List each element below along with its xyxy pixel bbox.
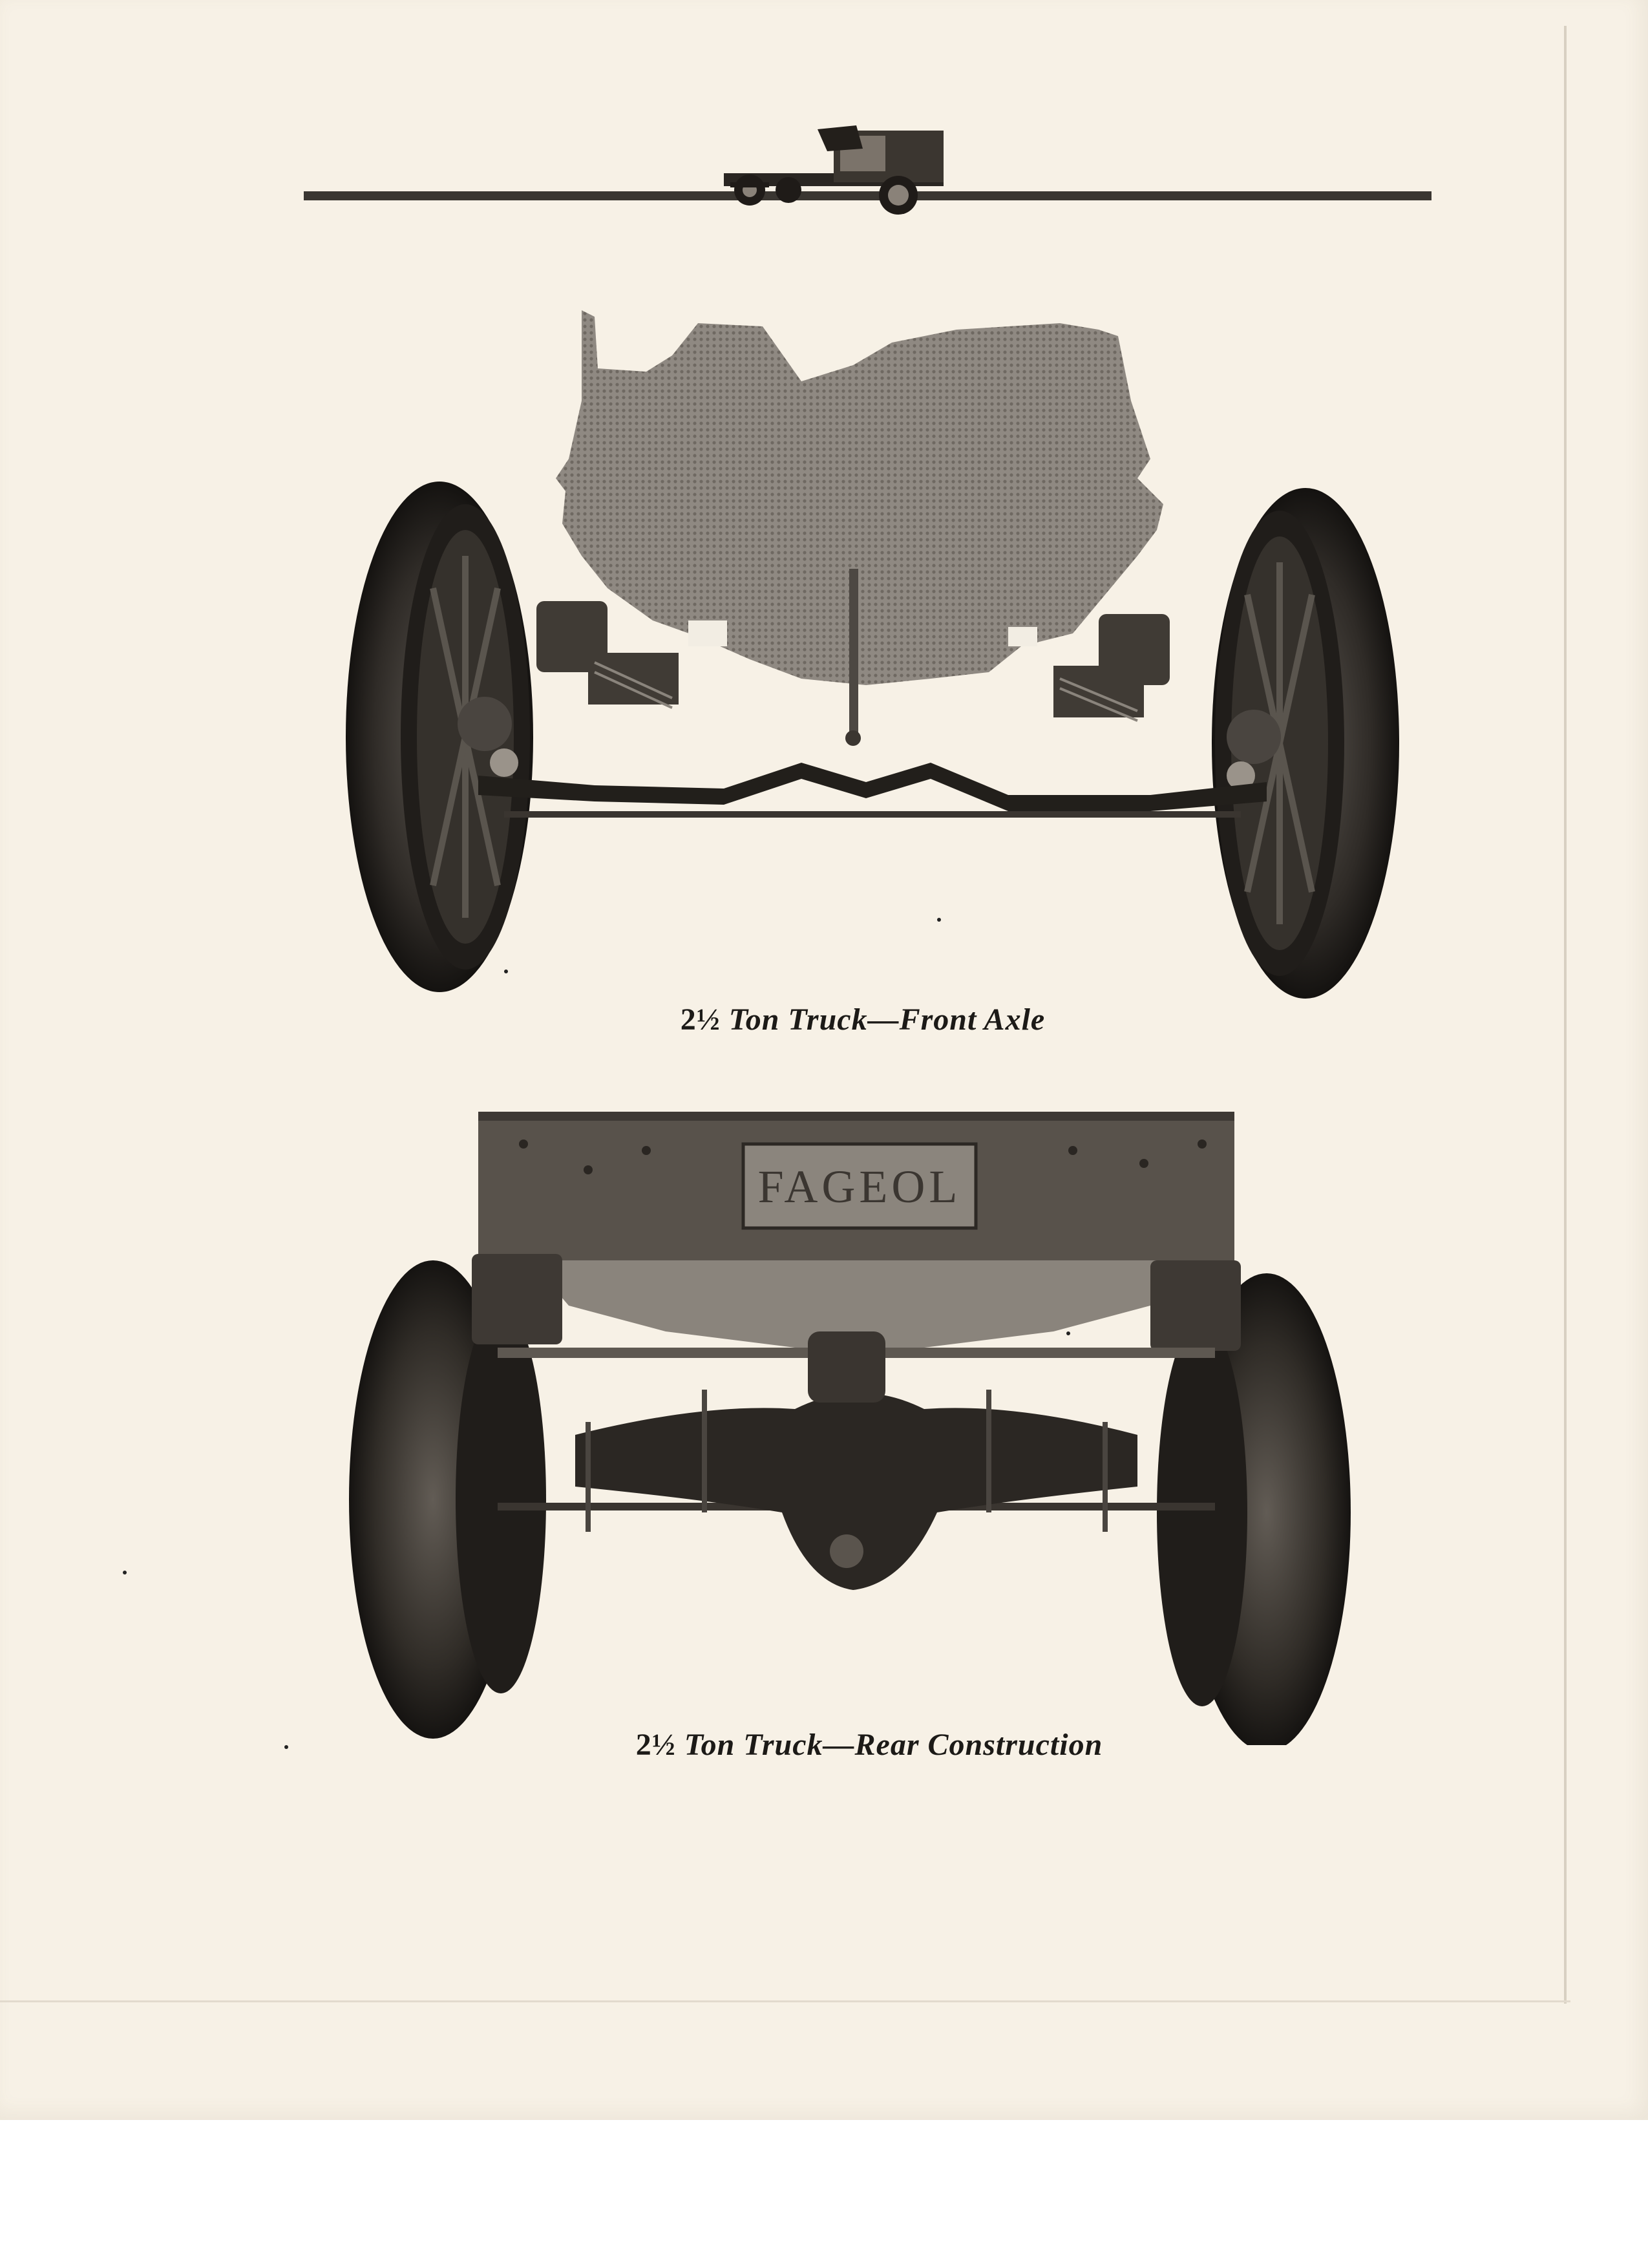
caption-number: 2½ xyxy=(635,1728,676,1762)
truck-rear-construction-photo xyxy=(343,1099,1357,1745)
scan-speck xyxy=(123,1571,127,1574)
scan-speck xyxy=(937,918,941,922)
caption-text: Ton Truck—Rear Construction xyxy=(684,1728,1103,1762)
scan-speck xyxy=(504,970,508,973)
page-bottom-edge xyxy=(0,2000,1570,2002)
truck-front-axle-photo xyxy=(310,284,1422,1008)
scan-speck xyxy=(284,1745,288,1749)
front-axle-photo xyxy=(310,284,1422,1008)
fageol-nameplate: FAGEOL xyxy=(757,1161,962,1213)
caption-text: Ton Truck—Front Axle xyxy=(728,1002,1046,1037)
front-axle-caption xyxy=(39,1002,1648,1037)
scan-speck xyxy=(1066,1331,1070,1335)
header-rule xyxy=(304,116,1431,220)
caption-number: 2½ xyxy=(680,1002,721,1037)
rear-construction-photo xyxy=(343,1099,1357,1745)
truck-chassis-icon xyxy=(304,116,1431,220)
